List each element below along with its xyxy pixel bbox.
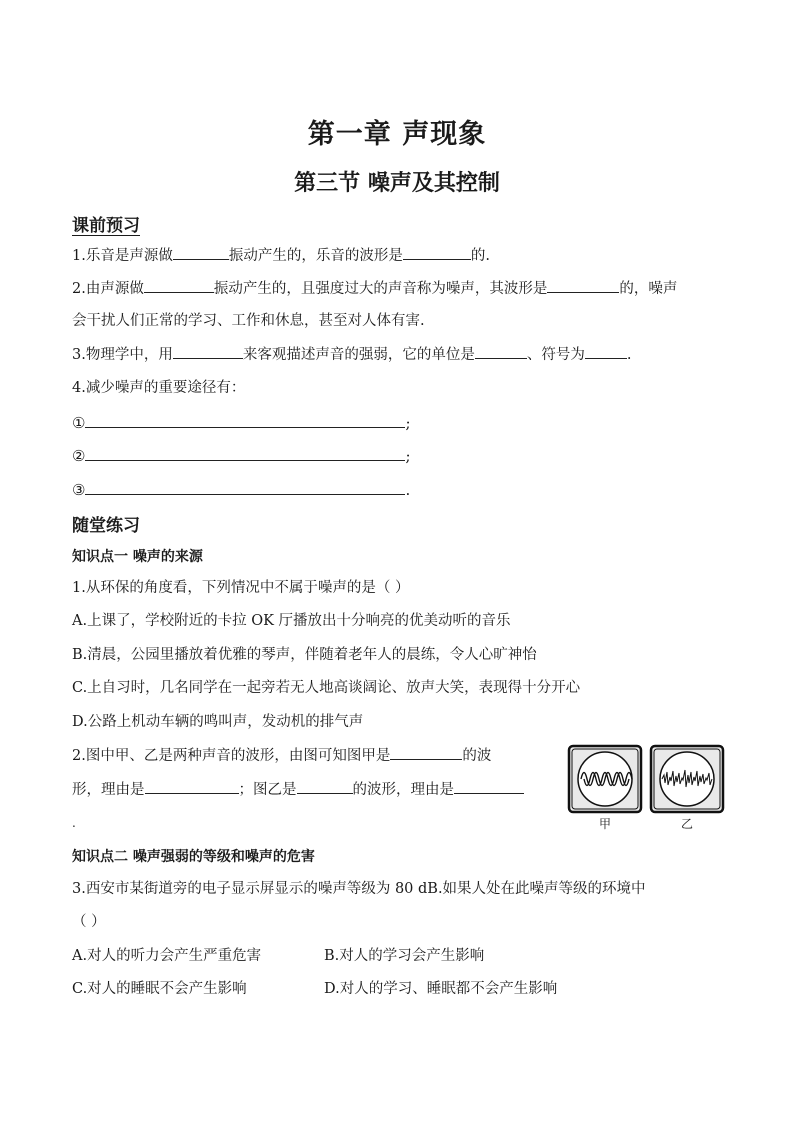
figure-label-yi: 乙 <box>680 817 693 831</box>
answer-blank[interactable] <box>145 779 239 794</box>
preview-question-1: 1.乐音是声源做 振动产生的，乐音的波形是 的. <box>72 245 490 266</box>
practice-question-2-cont: 形，理由是 ；图乙是 的波形，理由是 <box>72 779 524 800</box>
answer-blank[interactable] <box>297 779 353 794</box>
answer-blank[interactable] <box>547 278 619 293</box>
option-d[interactable]: D.对人的学习、睡眠都不会产生影响 <box>324 981 558 997</box>
preview-question-2-cont: 会干扰人们正常的学习、工作和休息，甚至对人体有害. <box>72 313 425 329</box>
noise-reduction-way-1: ① ; <box>72 414 411 432</box>
answer-blank[interactable] <box>390 745 462 760</box>
answer-line[interactable] <box>85 412 405 428</box>
answer-line[interactable] <box>85 445 405 461</box>
answer-parentheses[interactable]: （ ） <box>72 914 106 930</box>
answer-blank[interactable] <box>585 344 627 359</box>
knowledge-point-2: 知识点二 噪声强弱的等级和噪声的危害 <box>72 849 315 865</box>
answer-blank[interactable] <box>144 278 214 293</box>
knowledge-point-1: 知识点一 噪声的来源 <box>72 549 203 565</box>
noise-reduction-way-3: ③ . <box>72 481 411 499</box>
sentence-period: . <box>72 816 76 830</box>
answer-blank[interactable] <box>454 779 524 794</box>
chapter-title: 第一章 声现象 <box>307 119 487 150</box>
answer-blank[interactable] <box>403 245 471 260</box>
option-c[interactable]: C.上自习时，几名同学在一起旁若无人地高谈阔论、放声大笑，表现得十分开心 <box>72 680 581 696</box>
preview-heading: 课前预习 <box>72 216 140 236</box>
preview-question-3: 3.物理学中，用 来客观描述声音的强弱，它的单位是 、符号为 . <box>72 344 631 365</box>
answer-blank[interactable] <box>475 344 527 359</box>
option-b[interactable]: B.对人的学习会产生影响 <box>324 948 485 964</box>
option-a[interactable]: A.上课了，学校附近的卡拉 OK 厅播放出十分响亮的优美动听的音乐 <box>72 613 511 629</box>
figure-label-jia: 甲 <box>598 817 611 831</box>
section-title: 第三节 噪声及其控制 <box>294 171 500 196</box>
noise-reduction-way-2: ② ; <box>72 447 411 465</box>
option-d[interactable]: D.公路上机动车辆的鸣叫声，发动机的排气声 <box>72 714 364 730</box>
waveform-figure-yi <box>649 742 725 814</box>
preview-question-4: 4.减少噪声的重要途径有： <box>72 380 246 396</box>
answer-blank[interactable] <box>173 245 229 260</box>
answer-line[interactable] <box>85 479 405 495</box>
answer-blank[interactable] <box>173 344 243 359</box>
option-b[interactable]: B.清晨，公园里播放着优雅的琴声，伴随着老年人的晨练，令人心旷神怡 <box>72 647 537 663</box>
practice-heading: 随堂练习 <box>72 516 140 536</box>
preview-question-2: 2.由声源做 振动产生的，且强度过大的声音称为噪声，其波形是 的，噪声 <box>72 278 677 299</box>
practice-question-1: 1.从环保的角度看，下列情况中不属于噪声的是（ ） <box>72 580 410 596</box>
option-c[interactable]: C.对人的睡眠不会产生影响 <box>72 981 247 997</box>
waveform-figure-jia <box>567 742 643 814</box>
option-a[interactable]: A.对人的听力会产生严重危害 <box>72 948 262 964</box>
practice-question-2: 2.图中甲、乙是两种声音的波形，由图可知图甲是 的波 <box>72 745 491 766</box>
practice-question-3: 3.西安市某街道旁的电子显示屏显示的噪声等级为 80 dB.如果人处在此噪声等级的环境中 <box>72 881 646 897</box>
